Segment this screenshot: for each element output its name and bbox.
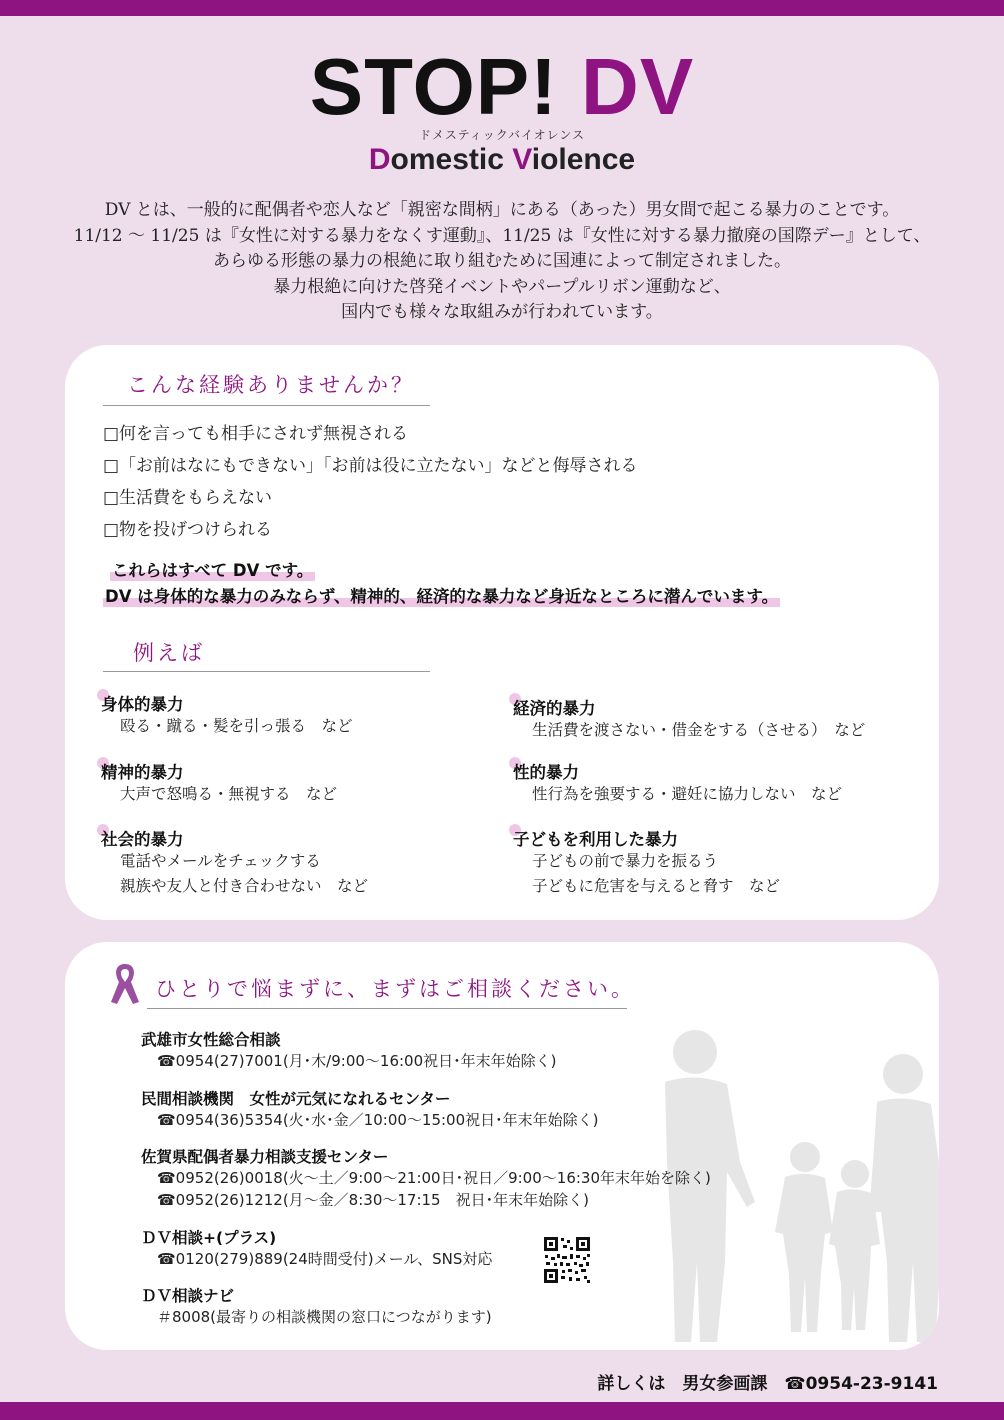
intro-line: あらゆる形態の暴力の根絶に取り組むために国連によって制定されました。 bbox=[213, 251, 791, 271]
category-desc: 子どもに危害を与えると脅す など bbox=[532, 877, 781, 895]
title-stop: STOP! bbox=[309, 42, 558, 131]
org-phone: ☎0954(36)5354(火･水･金／10:00～15:00祝日･年末年始除く) bbox=[157, 1111, 599, 1129]
category-title: 子どもを利用した暴力 bbox=[513, 826, 678, 850]
experience-card bbox=[65, 345, 939, 920]
org-phone: ☎0952(26)0018(火～土／9:00～21:00日･祝日／9:00～16:30年末年始を除く) bbox=[157, 1169, 711, 1187]
org-name: ＤＶ相談ナビ bbox=[141, 1287, 235, 1305]
purple-ribbon-icon bbox=[105, 960, 145, 1008]
title-dv: DV bbox=[581, 42, 695, 131]
checklist-item: □物を投げつけられる bbox=[103, 520, 273, 540]
org-phone: ☎0120(279)889(24時間受付)メール、SNS対応 bbox=[157, 1250, 493, 1268]
heading-rule bbox=[147, 1008, 627, 1009]
bottom-accent-bar bbox=[0, 1402, 1004, 1420]
category-desc: 子どもの前で暴力を振るう bbox=[532, 852, 719, 870]
page-title bbox=[0, 42, 1004, 131]
page-subtitle: Domestic Violence bbox=[368, 143, 636, 176]
org-name: ＤＶ相談+(プラス) bbox=[141, 1229, 277, 1247]
top-accent-bar bbox=[0, 0, 1004, 16]
intro-line: 国内でも様々な取組みが行われています。 bbox=[341, 302, 663, 322]
consultation-card bbox=[65, 942, 939, 1350]
intro-line: 暴力根絶に向けた啓発イベントやパープルリボン運動など、 bbox=[273, 276, 731, 297]
org-phone: ☎0954(27)7001(月･木/9:00～16:00祝日･年末年始除く) bbox=[157, 1052, 557, 1070]
category-desc: 電話やメールをチェックする bbox=[120, 852, 321, 870]
emphasis-line: これらはすべて DV です。 bbox=[110, 557, 315, 581]
category-title: 社会的暴力 bbox=[101, 826, 184, 850]
category-desc: 大声で怒鳴る・無視する など bbox=[120, 785, 338, 803]
org-phone: ☎0952(26)1212(月～金／8:30～17:15 祝日･年末年始除く) bbox=[157, 1191, 589, 1209]
category-title: 経済的暴力 bbox=[513, 695, 596, 719]
category-title: 精神的暴力 bbox=[101, 759, 184, 783]
org-name: 武雄市女性総合相談 bbox=[141, 1031, 281, 1049]
examples-heading: 例えば bbox=[133, 641, 205, 665]
category-desc: 性行為を強要する・避妊に協力しない など bbox=[532, 785, 843, 803]
category-desc: 殴る・蹴る・髪を引っ張る など bbox=[120, 717, 353, 735]
checklist-item: □何を言っても相手にされず無視される bbox=[103, 424, 409, 444]
title-kana: ドメスティックバイオレンス bbox=[419, 128, 585, 142]
experience-heading: こんな経験ありませんか？ bbox=[127, 373, 415, 397]
footer-contact: 詳しくは 男女参画課 ☎0954-23-9141 bbox=[597, 1374, 938, 1394]
intro-line: 11/12 ～ 11/25 は『女性に対する暴力をなくす運動』、11/25 は『女性に対する暴力撤廃の国際デー』として、 bbox=[73, 225, 931, 246]
category-desc: 生活費を渡さない・借金をする（させる） など bbox=[532, 721, 866, 739]
qr-code-icon[interactable] bbox=[543, 1236, 591, 1284]
heading-rule bbox=[103, 671, 430, 672]
intro-line: DV とは、一般的に配偶者や恋人など「親密な間柄」にある（あった）男女間で起こる暴力のことです。 bbox=[104, 200, 900, 220]
checklist-item: □「お前はなにもできない」「お前は役に立たない」などと侮辱される bbox=[103, 456, 638, 476]
intro-paragraph bbox=[30, 198, 974, 326]
category-title: 性的暴力 bbox=[513, 759, 579, 783]
category-title: 身体的暴力 bbox=[101, 691, 184, 715]
org-phone: ＃8008(最寄りの相談機関の窓口につながります) bbox=[157, 1308, 492, 1326]
checklist-item: □生活費をもらえない bbox=[103, 488, 273, 508]
category-desc: 親族や友人と付き合わせない など bbox=[120, 877, 369, 895]
org-name: 民間相談機関 女性が元気になれるセンター bbox=[141, 1090, 451, 1108]
org-name: 佐賀県配偶者暴力相談支援センター bbox=[141, 1148, 389, 1166]
heading-rule bbox=[103, 405, 430, 406]
emphasis-line: DV は身体的な暴力のみならず、精神的、経済的な暴力など身近なところに潜んでいます。 bbox=[103, 583, 780, 607]
consult-heading: ひとりで悩まずに、まずはご相談ください。 bbox=[155, 977, 635, 1001]
